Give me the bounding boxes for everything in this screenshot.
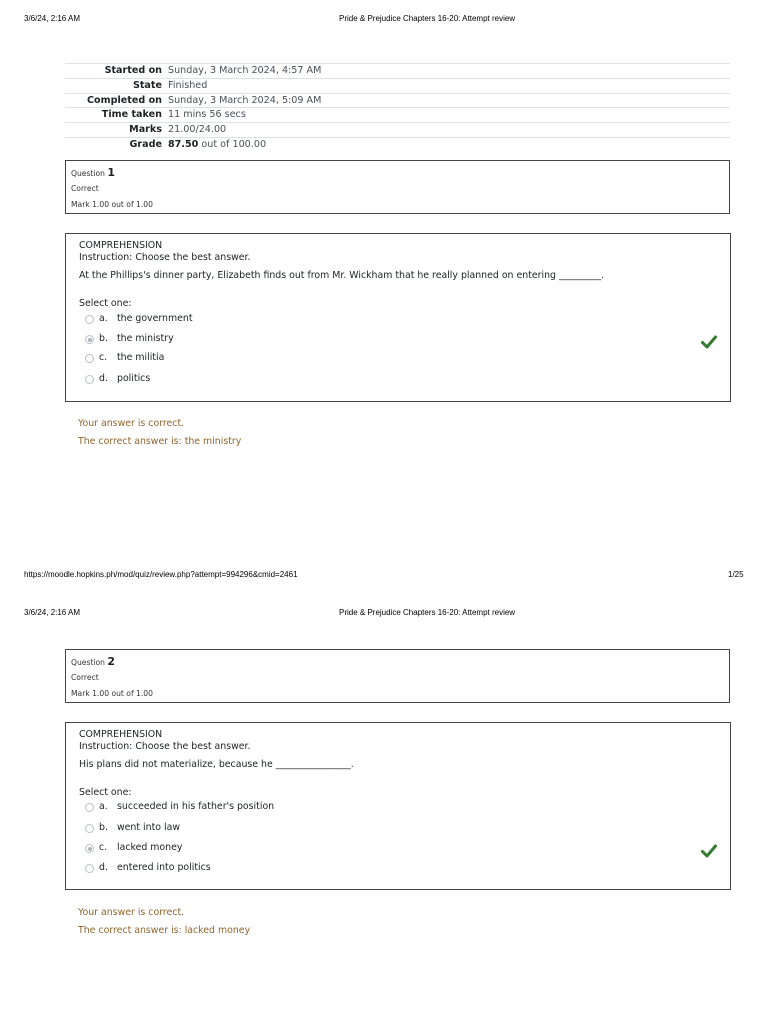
summary-row-grade (65, 137, 730, 151)
question-info-1 (65, 160, 730, 214)
grade-score: 87.50 (168, 138, 199, 150)
feedback-correct-answer: The correct answer is: the ministry (78, 436, 242, 447)
question-prefix: Question (71, 169, 105, 178)
radio-selected-icon[interactable] (85, 335, 94, 344)
option-letter: c. (99, 352, 108, 363)
radio-icon[interactable] (85, 354, 94, 363)
option-letter: c. (99, 842, 108, 853)
question-mark: Mark 1.00 out of 1.00 (71, 689, 153, 698)
question-mark: Mark 1.00 out of 1.00 (71, 200, 153, 209)
question-prefix: Question (71, 658, 105, 667)
option-text: politics (117, 373, 151, 384)
summary-row (65, 78, 730, 93)
grade-max: out of 100.00 (201, 138, 267, 150)
radio-icon[interactable] (85, 315, 94, 324)
feedback-result: Your answer is correct. (78, 907, 185, 918)
question-number-value: 1 (107, 166, 116, 179)
feedback-correct-answer: The correct answer is: lacked money (78, 925, 251, 936)
option-text: went into law (117, 822, 180, 833)
question-heading: COMPREHENSION (79, 240, 163, 251)
question-content-2 (65, 722, 731, 890)
select-one-label: Select one: (79, 298, 132, 309)
summary-label: State (65, 78, 168, 93)
option-text: lacked money (117, 842, 183, 853)
checkmark-icon (701, 335, 717, 349)
summary-value: Finished (168, 78, 730, 93)
option-text: the militia (117, 352, 165, 363)
question-number-value: 2 (107, 655, 116, 668)
print-url: https://moodle.hopkins.ph/mod/quiz/review.php?attempt=994296&cmid=2461 (24, 570, 298, 579)
summary-label: Marks (65, 123, 168, 138)
summary-row (65, 108, 730, 123)
print-datetime: 3/6/24, 2:16 AM (24, 14, 81, 23)
option-text: entered into politics (117, 862, 211, 873)
print-title: Pride & Prejudice Chapters 16-20: Attempt review (339, 608, 516, 617)
option-letter: d. (99, 862, 108, 873)
select-one-label: Select one: (79, 787, 132, 798)
summary-row (65, 64, 730, 79)
summary-label: Completed on (65, 93, 168, 108)
question-instruction: Instruction: Choose the best answer. (79, 252, 251, 263)
question-number (71, 166, 115, 179)
print-title: Pride & Prejudice Chapters 16-20: Attempt review (339, 14, 516, 23)
option-letter: d. (99, 373, 108, 384)
option-text: the government (117, 313, 193, 324)
question-text: His plans did not materialize, because he ________________. (79, 759, 354, 770)
question-content-1 (65, 233, 731, 402)
option-letter: b. (99, 333, 108, 344)
attempt-summary-table (65, 63, 730, 152)
option-letter: a. (99, 801, 108, 812)
summary-row (65, 93, 730, 108)
summary-label: Time taken (65, 108, 168, 123)
grade-value (168, 137, 730, 151)
summary-label: Started on (65, 64, 168, 79)
option-text: the ministry (117, 333, 174, 344)
question-info-2 (65, 649, 730, 703)
question-text: At the Phillips's dinner party, Elizabeth finds out from Mr. Wickham that he really planned on entering _________. (79, 270, 605, 281)
option-letter: b. (99, 822, 108, 833)
question-state: Correct (71, 673, 99, 682)
summary-row (65, 123, 730, 138)
question-heading: COMPREHENSION (79, 729, 163, 740)
summary-value: 21.00/24.00 (168, 123, 730, 138)
question-state: Correct (71, 184, 99, 193)
checkmark-icon (701, 844, 717, 858)
feedback-result: Your answer is correct. (78, 418, 185, 429)
radio-selected-icon[interactable] (85, 844, 94, 853)
option-text: succeeded in his father's position (117, 801, 275, 812)
grade-label: Grade (65, 137, 168, 151)
summary-value: Sunday, 3 March 2024, 4:57 AM (168, 64, 730, 79)
question-number (71, 655, 115, 668)
print-datetime: 3/6/24, 2:16 AM (24, 608, 81, 617)
radio-icon[interactable] (85, 864, 94, 873)
summary-value: Sunday, 3 March 2024, 5:09 AM (168, 93, 730, 108)
question-instruction: Instruction: Choose the best answer. (79, 741, 251, 752)
summary-value: 11 mins 56 secs (168, 108, 730, 123)
radio-icon[interactable] (85, 803, 94, 812)
radio-icon[interactable] (85, 824, 94, 833)
print-page-number: 1/25 (728, 570, 744, 579)
radio-icon[interactable] (85, 375, 94, 384)
option-letter: a. (99, 313, 108, 324)
